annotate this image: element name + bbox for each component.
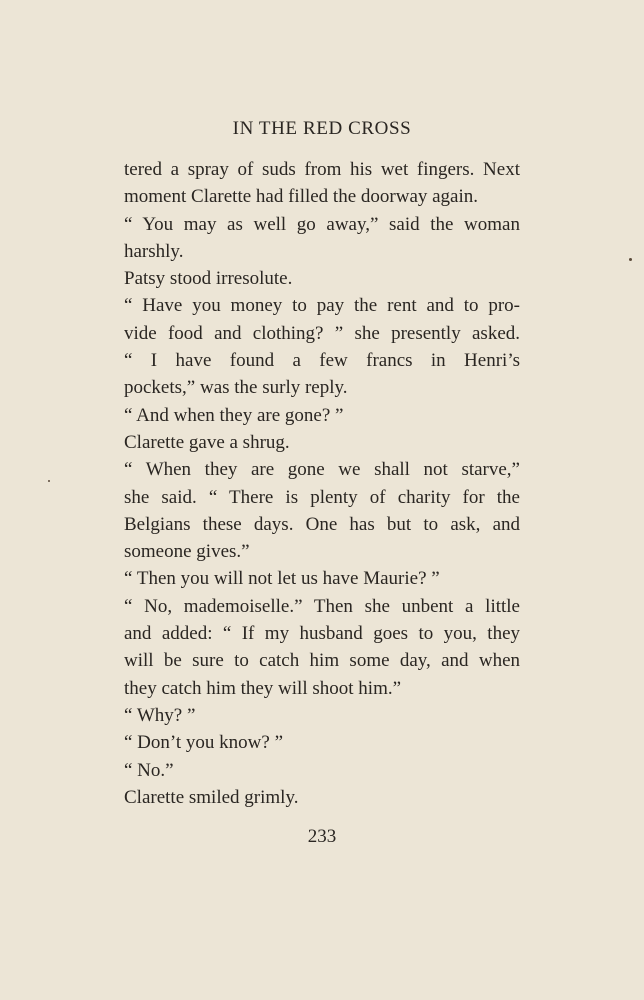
running-head: IN THE RED CROSS <box>232 118 412 139</box>
ink-speck <box>629 258 632 261</box>
ink-speck <box>48 480 50 482</box>
text-line: Clarette smiled grimly. <box>124 786 299 808</box>
text-line: moment Clarette had filled the doorway again. <box>124 186 479 208</box>
text-line: Patsy stood irresolute. <box>124 268 293 290</box>
text-line: “ No.” <box>124 759 174 781</box>
text-line: pockets,” was the surly reply. <box>124 377 348 399</box>
text-line: she said. “ There is plenty of charity for the <box>124 486 520 508</box>
text-line: and added: “ If my husband goes to you, they <box>124 623 520 645</box>
text-line: “ Don’t you know? ” <box>124 732 284 754</box>
body-text <box>124 156 520 811</box>
text-line: “ When they are gone we shall not starve,” <box>124 459 520 481</box>
text-line: someone gives.” <box>124 541 250 563</box>
text-line: “ I have found a few francs in Henri’s <box>124 350 520 372</box>
text-line: “ Then you will not let us have Maurie? ” <box>124 568 440 590</box>
text-line: Clarette gave a shrug. <box>124 431 290 453</box>
text-line: harshly. <box>124 240 184 262</box>
text-line: “ And when they are gone? ” <box>124 404 344 426</box>
text-line: “ Why? ” <box>124 704 196 726</box>
page-number: 233 <box>307 826 337 847</box>
text-line: Belgians these days. One has but to ask, and <box>124 513 520 535</box>
text-line: they catch him they will shoot him.” <box>124 677 402 699</box>
text-line: tered a spray of suds from his wet fingers. Next <box>124 159 520 180</box>
text-line: will be sure to catch him some day, and when <box>124 650 520 672</box>
text-line: “ You may as well go away,” said the woman <box>124 213 520 235</box>
text-line: vide food and clothing? ” she presently asked. <box>124 322 520 344</box>
text-line: “ Have you money to pay the rent and to pro- <box>124 295 520 317</box>
text-line: “ No, mademoiselle.” Then she unbent a little <box>124 595 520 617</box>
